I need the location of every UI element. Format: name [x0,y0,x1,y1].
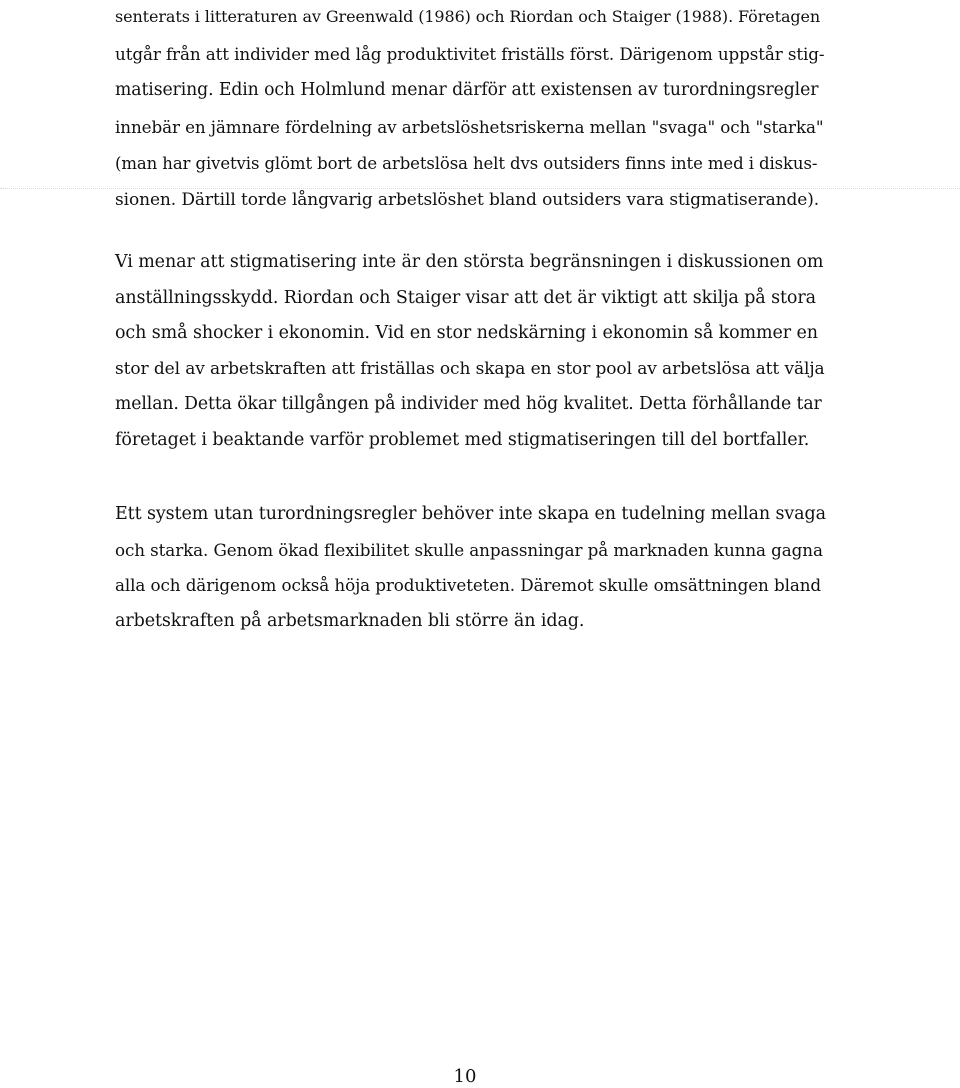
text-line: mellan. Detta ökar tillgången på individer med hög kvalitet. Detta förhållande tar [115,394,822,415]
text-line: anställningsskydd. Riordan och Staiger visar att det är viktigt att skilja på stora [115,287,816,308]
text-line: Ett system utan turordningsregler behöver inte skapa en tudelning mellan svaga [115,504,826,524]
text-line: alla och därigenom också höja produktiveteten. Däremot skulle omsättningen bland [115,575,822,596]
text-line: och små shocker i ekonomin. Vid en stor nedskärning i ekonomin så kommer en [115,323,818,344]
text-line: (man har givetvis glömt bort de arbetslösa helt dvs outsiders finns inte med i diskus- [115,153,818,173]
text-line: utgår från att individer med låg produktivitet friställs först. Därigenom uppstår stig- [115,43,825,64]
paragraph-3 [115,499,827,641]
paragraph-1 [115,4,827,224]
text-line: stor del av arbetskraften att friställas och skapa en stor pool av arbetslösa att välja [115,358,825,379]
text-line: arbetskraften på arbetsmarknaden bli större än idag. [115,610,585,631]
paragraph-2 [115,247,827,461]
text-line: senterats i litteraturen av Greenwald (1986) och Riordan och Staiger (1988). Företagen [115,7,821,26]
scan-dotted-line [0,188,960,189]
text-line: Vi menar att stigmatisering inte är den största begränsningen i diskussionen om [115,252,824,272]
text-line: företaget i beaktande varför problemet med stigmatiseringen till del bortfaller. [115,429,810,450]
text-line: sionen. Därtill torde långvarig arbetslöshet bland outsiders vara stigmatiserande). [115,190,820,211]
text-line: matisering. Edin och Holmlund menar därför att existensen av turordningsregler [115,80,819,101]
text-line: och starka. Genom ökad flexibilitet skulle anpassningar på marknaden kunna gagna [115,539,823,560]
page-number: 10 [453,1066,477,1087]
text-line: innebär en jämnare fördelning av arbetslöshetsriskerna mellan "svaga" och "starka" [115,117,824,138]
